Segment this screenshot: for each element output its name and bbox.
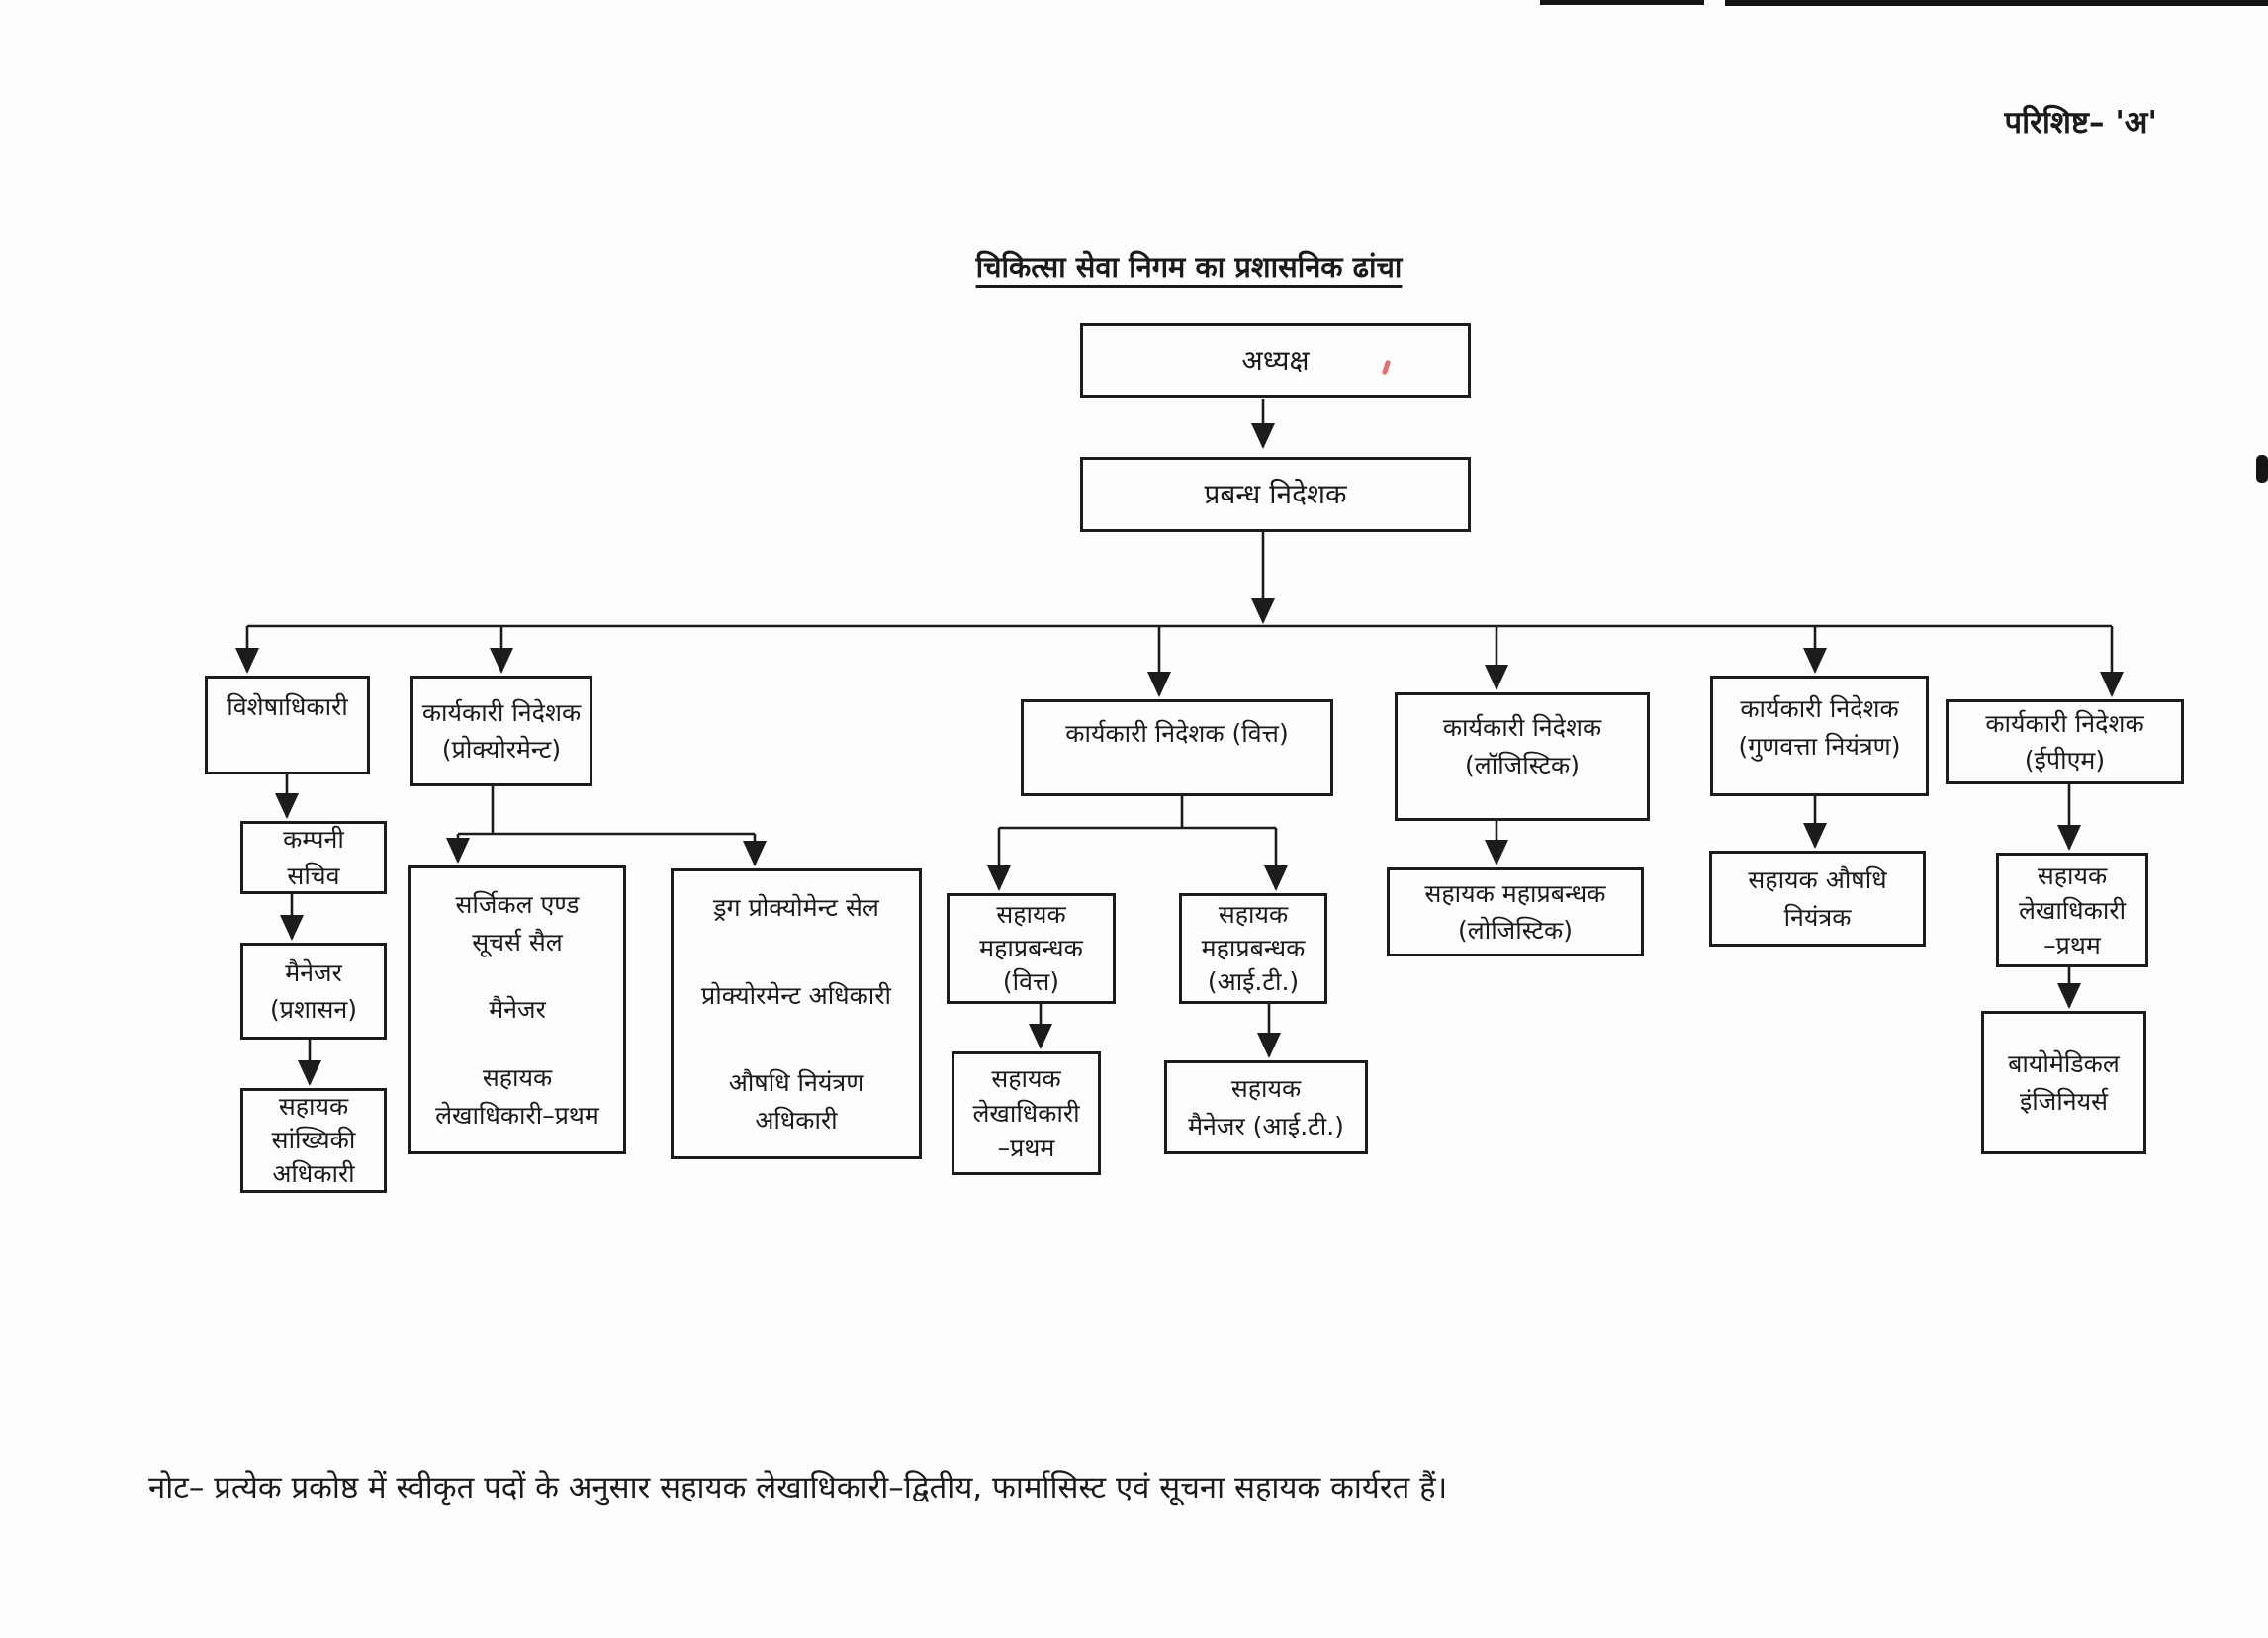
org-label: अध्यक्ष <box>1241 343 1310 377</box>
org-label: महाप्रबन्धक <box>1201 934 1306 963</box>
org-label: महाप्रबन्धक <box>979 934 1083 963</box>
appendix-label: परिशिष्ट– 'अ' <box>2004 105 2157 140</box>
org-label: (लॉजिस्टिक) <box>1465 750 1580 779</box>
org-box-agm-logistics <box>1387 867 1644 956</box>
org-label: (वित्त) <box>1002 966 1060 996</box>
org-box-ed-procurement <box>410 676 592 786</box>
org-label: विशेषाधिकारी <box>227 692 348 721</box>
org-label: अधिकारी <box>272 1158 355 1188</box>
org-box-company-secretary <box>240 821 387 894</box>
org-box-special-officer <box>205 676 370 774</box>
org-label: सचिव <box>287 862 340 890</box>
org-label: (लोजिस्टिक) <box>1458 916 1573 945</box>
org-box-manager-admin <box>240 943 387 1040</box>
org-box-asst-drug-controller <box>1709 851 1926 947</box>
org-label: सहायक <box>1230 1074 1302 1103</box>
org-label: –प्रथम <box>2043 930 2101 959</box>
org-box-biomedical-engineers <box>1981 1011 2146 1154</box>
org-label: मैनेजर <box>285 957 342 987</box>
org-label: –प्रथम <box>997 1134 1055 1162</box>
org-label: लेखाधिकारी–प्रथम <box>435 1100 599 1130</box>
org-box-ed-finance <box>1021 699 1333 796</box>
org-label: सहायक <box>482 1063 553 1092</box>
org-box-agm-finance <box>947 893 1116 1004</box>
org-label: सूचर्स सैल <box>472 927 563 956</box>
org-label: (आई.टी.) <box>1207 966 1300 996</box>
cell-segment <box>489 991 546 1029</box>
org-label: सहायक <box>1218 900 1289 930</box>
org-label: प्रबन्ध निदेशक <box>1204 478 1347 510</box>
org-box-asst-accounts-officer-epm <box>1996 853 2148 967</box>
org-box-agm-it <box>1179 893 1327 1004</box>
org-label: सांख्यिकी <box>271 1126 356 1155</box>
org-label: मैनेजर <box>489 995 546 1025</box>
org-box-ed-quality <box>1710 676 1929 796</box>
org-label: कार्यकारी निदेशक (वित्त) <box>1065 719 1289 748</box>
org-box-drug-procurement-cell <box>671 868 922 1159</box>
org-box-asst-accounts-officer-finance <box>952 1051 1101 1175</box>
diagram-title: चिकित्सा सेवा निगम का प्रशासनिक ढांचा <box>975 250 1403 284</box>
org-label: कार्यकारी निदेशक <box>1740 694 1899 723</box>
org-label: प्रोक्योरमेन्ट अधिकारी <box>701 980 891 1010</box>
org-label: कार्यकारी निदेशक <box>1442 713 1602 742</box>
org-label: सहायक औषधि <box>1748 865 1887 894</box>
cell-segment <box>729 1064 864 1138</box>
org-label: सहायक <box>991 1064 1061 1093</box>
org-label: बायोमेडिकल <box>2008 1049 2120 1078</box>
org-label: सहायक <box>996 900 1066 930</box>
org-box-ed-epm <box>1946 699 2184 784</box>
org-label: कार्यकारी निदेशक <box>421 697 582 727</box>
org-label: औषधि नियंत्रण <box>728 1068 864 1097</box>
footnote: नोट– प्रत्येक प्रकोष्ठ में स्वीकृत पदों के अनुसार सहायक लेखाधिकारी–द्वितीय, फार्मासिस्ट एवं सूचना सहायक कार्यरत हैं। <box>148 1470 1448 1505</box>
cell-segment <box>455 886 579 960</box>
org-label: लेखाधिकारी <box>2018 895 2127 925</box>
org-label: कार्यकारी निदेशक <box>1985 708 2144 738</box>
org-box-surgical-sutures-cell <box>408 865 626 1154</box>
org-label: (गुणवत्ता नियंत्रण) <box>1738 731 1901 761</box>
org-box-asst-statistics-officer <box>240 1088 387 1193</box>
org-label: मैनेजर (आई.टी.) <box>1188 1111 1344 1140</box>
org-label: नियंत्रक <box>1783 902 1852 932</box>
cell-segment <box>701 977 891 1015</box>
org-label: सहायक <box>278 1092 349 1122</box>
org-label: (ईपीएम) <box>2024 746 2106 774</box>
org-label: इंजिनियर्स <box>2019 1086 2109 1116</box>
cell-segment <box>435 1059 599 1134</box>
org-label: अधिकारी <box>755 1105 838 1135</box>
org-label: सहायक <box>2037 861 2108 890</box>
org-label: लेखाधिकारी <box>972 1099 1080 1128</box>
org-label: कम्पनी <box>283 824 344 854</box>
org-box-asst-manager-it <box>1164 1060 1368 1154</box>
cell-segment <box>713 889 879 927</box>
org-label: सर्जिकल एण्ड <box>455 890 580 919</box>
org-label: (प्रशासन) <box>270 995 357 1024</box>
org-label: (प्रोक्योरमेन्ट) <box>441 735 562 764</box>
org-box-chairman <box>1080 323 1471 398</box>
org-box-ed-logistics <box>1395 692 1650 821</box>
org-box-managing-director <box>1080 457 1471 532</box>
org-label: सहायक महाप्रबन्धक <box>1424 878 1606 908</box>
org-label: ड्रग प्रोक्योमेन्ट सेल <box>713 893 879 922</box>
